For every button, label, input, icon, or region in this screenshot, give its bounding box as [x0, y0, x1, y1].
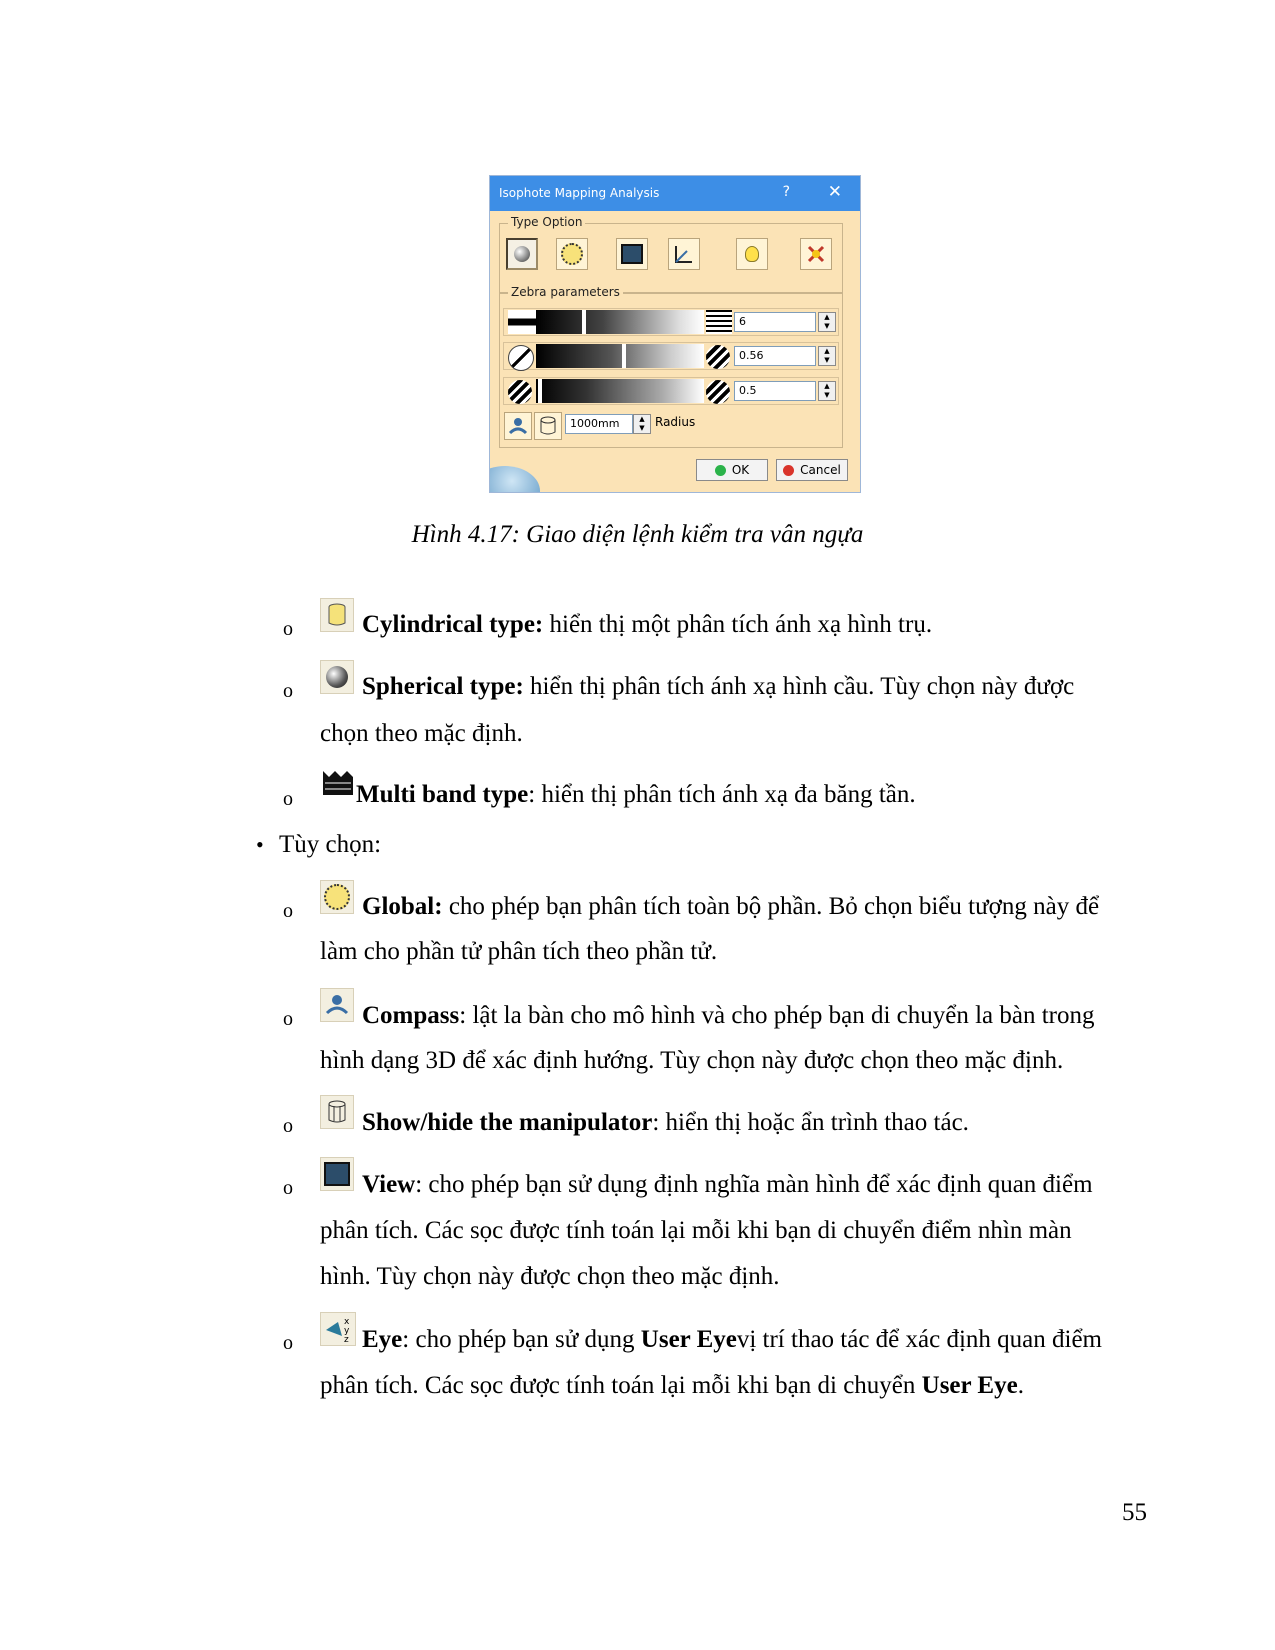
compass-icon-inline: [320, 988, 354, 1022]
type-option-group: [499, 215, 843, 293]
view-text-1: : cho phép bạn sử dụng định nghĩa màn hình để xác định quan điểm: [415, 1171, 1093, 1198]
manipulator-icon-inline: [320, 1095, 354, 1129]
cylinder-icon: [320, 598, 354, 632]
svg-text:y: y: [344, 1326, 350, 1336]
stripe-count-input[interactable]: 6: [734, 312, 816, 332]
global-icon[interactable]: [556, 238, 588, 270]
eye-item: [362, 1317, 1102, 1363]
radius-spinner[interactable]: ▲ ▼: [633, 414, 651, 434]
view-term: View: [362, 1171, 416, 1198]
multi-band-text: : hiển thị phân tích ánh xạ đa băng tần.: [528, 781, 916, 808]
dialog-title: Isophote Mapping Analysis: [499, 186, 660, 200]
global-item: [362, 884, 1099, 930]
cylindrical-text: hiển thị một phân tích ánh xạ hình trụ.: [543, 611, 933, 638]
multi-band-term: Multi band type: [356, 781, 529, 808]
sphere-type-icon[interactable]: [506, 238, 538, 270]
eye-text-2: phân tích. Các sọc được tính toán lại mỗi khi bạn di chuyển: [320, 1372, 922, 1399]
svg-text:z: z: [344, 1335, 349, 1344]
view-icon[interactable]: [616, 238, 648, 270]
global-term: Global:: [362, 893, 443, 920]
global-text-1: cho phép bạn phân tích toàn bộ phần. Bỏ chọn biểu tượng này để: [442, 893, 1100, 920]
zebra-row-3: [503, 377, 839, 405]
manipulator-term: Show/hide the manipulator: [362, 1109, 653, 1136]
ratio-icon: [508, 380, 532, 404]
ok-button[interactable]: [696, 459, 768, 481]
sub-bullet: o: [283, 618, 293, 640]
compass-text-1: : lật la bàn cho mô hình và cho phép bạn di chuyển la bàn trong: [459, 1002, 1095, 1029]
eye-line-2: [320, 1363, 1024, 1409]
eye-axis-icon[interactable]: [668, 238, 700, 270]
view-text-2: phân tích. Các sọc được tính toán lại mỗi khi bạn di chuyển điểm nhìn màn: [320, 1217, 1072, 1244]
eye-text-a: : cho phép bạn sử dụng: [402, 1326, 641, 1353]
ratio-input[interactable]: 0.5: [734, 381, 816, 401]
global-icon-inline: [320, 880, 354, 914]
zebra-parameters-label: Zebra parameters: [508, 285, 623, 299]
stripe-gradient-slider[interactable]: [536, 310, 704, 334]
ratio-spinner[interactable]: ▲ ▼: [818, 381, 836, 401]
cylindrical-item: [362, 602, 932, 648]
light-bulb-icon[interactable]: [736, 238, 768, 270]
ratio-gradient-slider[interactable]: [536, 379, 704, 403]
eye-text-b: vị trí thao tác để xác định quan điểm: [736, 1326, 1103, 1353]
sub-bullet: o: [283, 1008, 293, 1030]
transition-spinner[interactable]: ▲ ▼: [818, 346, 836, 366]
manipulator-item: [362, 1100, 969, 1146]
sub-bullet: o: [283, 680, 293, 702]
svg-text:x: x: [344, 1317, 350, 1327]
sub-bullet: o: [283, 1115, 293, 1137]
help-button[interactable]: ?: [782, 184, 790, 200]
stripe-count-spinner[interactable]: ▲ ▼: [818, 312, 836, 332]
cylindrical-term: Cylindrical type:: [362, 611, 544, 638]
isophote-dialog: [489, 175, 861, 493]
dialog-titlebar: [490, 176, 860, 211]
compass-text-2: hình dạng 3D để xác định hướng. Tùy chọn này được chọn theo mặc định.: [320, 1047, 1064, 1074]
sub-bullet: o: [283, 900, 293, 922]
bullet-dot: •: [256, 832, 264, 857]
ok-icon: [715, 465, 726, 476]
cancel-label: Cancel: [800, 463, 841, 477]
radius-input[interactable]: 1000mm: [565, 414, 633, 434]
ok-label: OK: [731, 463, 750, 477]
eye-term-3: User Eye: [921, 1372, 1018, 1399]
sub-bullet: o: [283, 788, 293, 810]
transition-input[interactable]: 0.56: [734, 346, 816, 366]
eye-end: .: [1017, 1372, 1024, 1399]
eye-term: Eye: [362, 1326, 403, 1353]
slider-handle[interactable]: [622, 344, 626, 368]
multi-band-item: [356, 772, 916, 818]
view-text-3: hình. Tùy chọn này được chọn theo mặc định.: [320, 1263, 780, 1290]
sub-bullet: o: [283, 1177, 293, 1199]
view-icon-inline: [320, 1157, 354, 1191]
ratio-icon-2: [706, 380, 730, 404]
manipulator-icon[interactable]: [534, 412, 562, 440]
page-number: 55: [1122, 1499, 1147, 1526]
background-globe-icon: [489, 466, 540, 493]
eye-term-2: User Eye: [640, 1326, 737, 1353]
spherical-item: [362, 664, 1074, 710]
sharpness-icon: [508, 345, 534, 371]
figure-caption: Hình 4.17: Giao diện lệnh kiểm tra vân ngựa: [411, 521, 864, 548]
stripe-count-icon: [706, 310, 732, 334]
transition-icon: [706, 345, 730, 369]
sub-bullet: o: [283, 1332, 293, 1354]
global-text-2: làm cho phần tử phân tích theo phần tử.: [320, 938, 718, 965]
compass-item: [362, 993, 1095, 1039]
multi-band-icon: [320, 766, 356, 800]
zebra-row-1: [503, 308, 839, 336]
slider-handle[interactable]: [582, 310, 586, 334]
spherical-text-1: hiển thị phân tích ánh xạ hình cầu. Tùy chọn này được: [523, 673, 1075, 700]
view-item: [362, 1162, 1093, 1208]
manipulator-text: : hiển thị hoặc ẩn trình thao tác.: [652, 1109, 969, 1136]
transition-gradient-slider[interactable]: [536, 344, 704, 368]
spherical-text-2: chọn theo mặc định.: [320, 720, 523, 747]
cancel-icon: [783, 465, 794, 476]
compass-term: Compass: [362, 1002, 460, 1029]
spherical-term: Spherical type:: [362, 673, 524, 700]
sphere-icon: [320, 660, 354, 694]
light-direction-icon[interactable]: [800, 238, 832, 270]
options-label: Tùy chọn:: [279, 831, 382, 858]
radius-label: Radius: [655, 415, 696, 429]
slider-handle[interactable]: [538, 379, 542, 403]
stripe-width-icon: [508, 310, 536, 334]
cancel-button[interactable]: [776, 459, 848, 481]
user-eye-icon: [320, 1312, 356, 1346]
close-button[interactable]: ✕: [827, 182, 842, 202]
zebra-parameters-group: [499, 285, 843, 448]
type-option-label: Type Option: [508, 215, 585, 229]
zebra-row-2: [503, 342, 839, 370]
compass-icon[interactable]: [504, 412, 532, 440]
